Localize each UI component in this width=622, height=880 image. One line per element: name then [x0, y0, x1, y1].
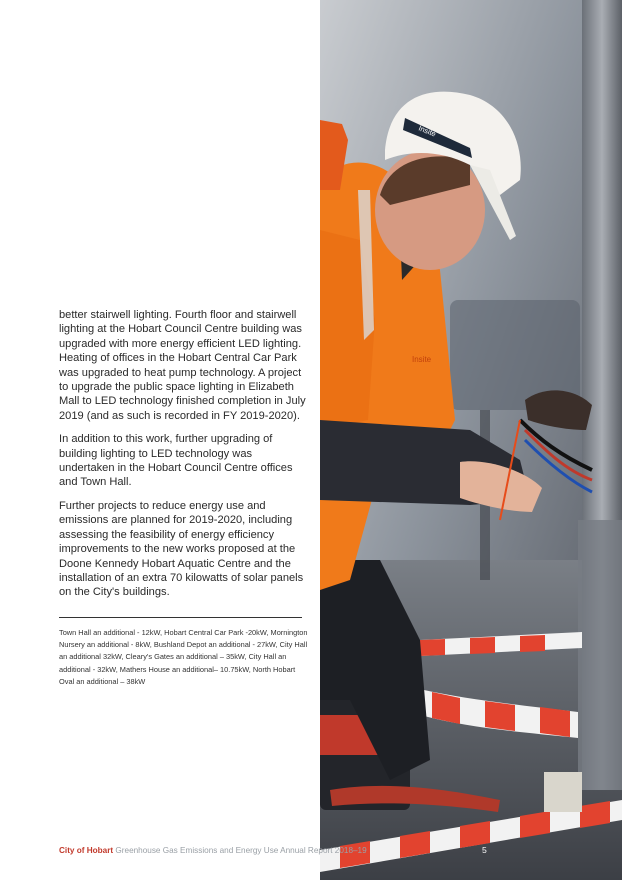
footnote: Town Hall an additional - 12kW, Hobart Central Car Park -20kW, Mornington Nursery an additional - 8kW, Bushland Depot an additional - 27kW, City Hall an additional 32kW, Cleary's Gates an additional – 35kW, City Hall an additional - 32kW, Mathers House an additional– 10.75kW, North Hobart Oval an additional – 38kW	[59, 628, 308, 686]
body-text	[59, 308, 309, 609]
worker-illustration	[320, 0, 622, 880]
page-number: 5	[482, 845, 487, 855]
paragraph-lighting-upgrades: better stairwell lighting. Fourth floor and stairwell lighting at the Hobart Council Centre building was upgraded with more energy efficient LED lighting. Heating of offices in the Hobart Central Car Park was upgraded to heat pump technology. A project to upgrade the public space lighting in Elizabeth Mall to LED technology finished completion in July 2019 (and as such is recorded in FY 2019-2020).	[59, 309, 306, 422]
paragraph-led-upgrades: In addition to this work, further upgrading of building lighting to LED technology was undertaken in the Hobart Council Centre offices and Town Hall.	[59, 433, 293, 489]
pole-base	[578, 520, 622, 790]
hard-hat-logo: Insite	[417, 123, 438, 139]
page-footer	[59, 846, 499, 855]
jacket-logo: Insite	[412, 355, 432, 364]
footer-brand: City of Hobart	[59, 846, 114, 855]
footnote-divider	[59, 617, 302, 618]
footer-subtitle: Greenhouse Gas Emissions and Energy Use Annual Report 2018–19	[115, 846, 367, 855]
stone-block	[544, 772, 582, 812]
paragraph-planned-projects: Further projects to reduce energy use and emissions are planned for 2019-2020, including assessing the feasibility of energy efficiency improvements to the new works proposed at the Doone Kennedy Hobart Aquatic Centre and the installation of an extra 70 kilowatts of solar panels on the City's buildings.	[59, 499, 304, 599]
worker-photo	[320, 0, 622, 880]
